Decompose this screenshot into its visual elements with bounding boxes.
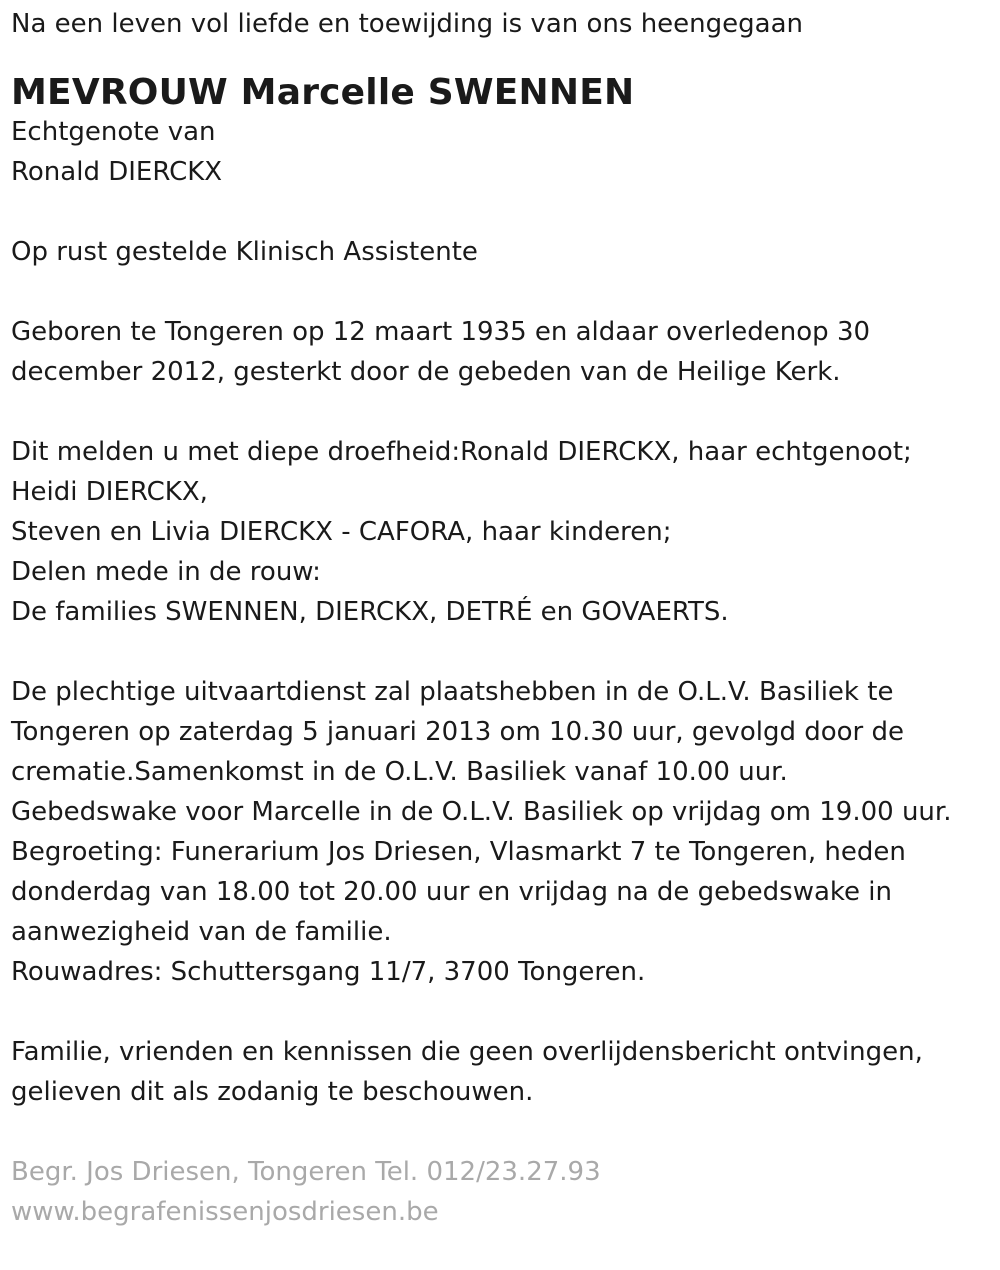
family-line: Heidi DIERCKX,: [11, 477, 208, 507]
closing-line: gelieven dit als zodanig te beschouwen.: [11, 1077, 534, 1107]
birth-death-section: [11, 312, 991, 392]
service-line: aanwezigheid van de familie.: [11, 917, 392, 947]
family-line: De families SWENNEN, DIERCKX, DETRÉ en GOVAERTS.: [11, 597, 729, 627]
family-line: Steven en Livia DIERCKX - CAFORA, haar kinderen;: [11, 517, 672, 547]
occupation: Op rust gestelde Klinisch Assistente: [11, 237, 478, 267]
intro-text: Na een leven vol liefde en toewijding is van ons heengegaan: [11, 9, 803, 39]
service-line: Tongeren op zaterdag 5 januari 2013 om 10.30 uur, gevolgd door de: [11, 717, 904, 747]
website-link[interactable]: www.begrafenissenjosdriesen.be: [11, 1197, 439, 1227]
footer: [11, 1152, 991, 1232]
family-line: Delen mede in de rouw:: [11, 557, 321, 587]
spouse-section: [11, 112, 991, 192]
service-line: crematie.Samenkomst in de O.L.V. Basiliek vanaf 10.00 uur.: [11, 757, 788, 787]
family-line: Dit melden u met diepe droefheid:Ronald DIERCKX, haar echtgenoot;: [11, 437, 912, 467]
closing-line: Familie, vrienden en kennissen die geen overlijdensbericht ontvingen,: [11, 1037, 923, 1067]
deceased-name: MEVROUW Marcelle SWENNEN: [11, 72, 635, 113]
service-section: [11, 672, 991, 992]
service-line: De plechtige uitvaartdienst zal plaatshebben in de O.L.V. Basiliek te: [11, 677, 894, 707]
closing-section: [11, 1032, 991, 1112]
birth-death-line: Geboren te Tongeren op 12 maart 1935 en aldaar overledenop 30: [11, 317, 871, 347]
service-line: Gebedswake voor Marcelle in de O.L.V. Basiliek op vrijdag om 19.00 uur.: [11, 797, 952, 827]
funeral-home-contact: Begr. Jos Driesen, Tongeren Tel. 012/23.27.93: [11, 1157, 601, 1187]
spouse-line: Echtgenote van: [11, 117, 216, 147]
spouse-line: Ronald DIERCKX: [11, 157, 223, 187]
death-notice: [11, 4, 991, 1232]
service-line: Begroeting: Funerarium Jos Driesen, Vlasmarkt 7 te Tongeren, heden: [11, 837, 906, 867]
service-line: donderdag van 18.00 tot 20.00 uur en vrijdag na de gebedswake in: [11, 877, 893, 907]
birth-death-line: december 2012, gesterkt door de gebeden van de Heilige Kerk.: [11, 357, 841, 387]
family-section: [11, 432, 991, 632]
service-line: Rouwadres: Schuttersgang 11/7, 3700 Tongeren.: [11, 957, 646, 987]
